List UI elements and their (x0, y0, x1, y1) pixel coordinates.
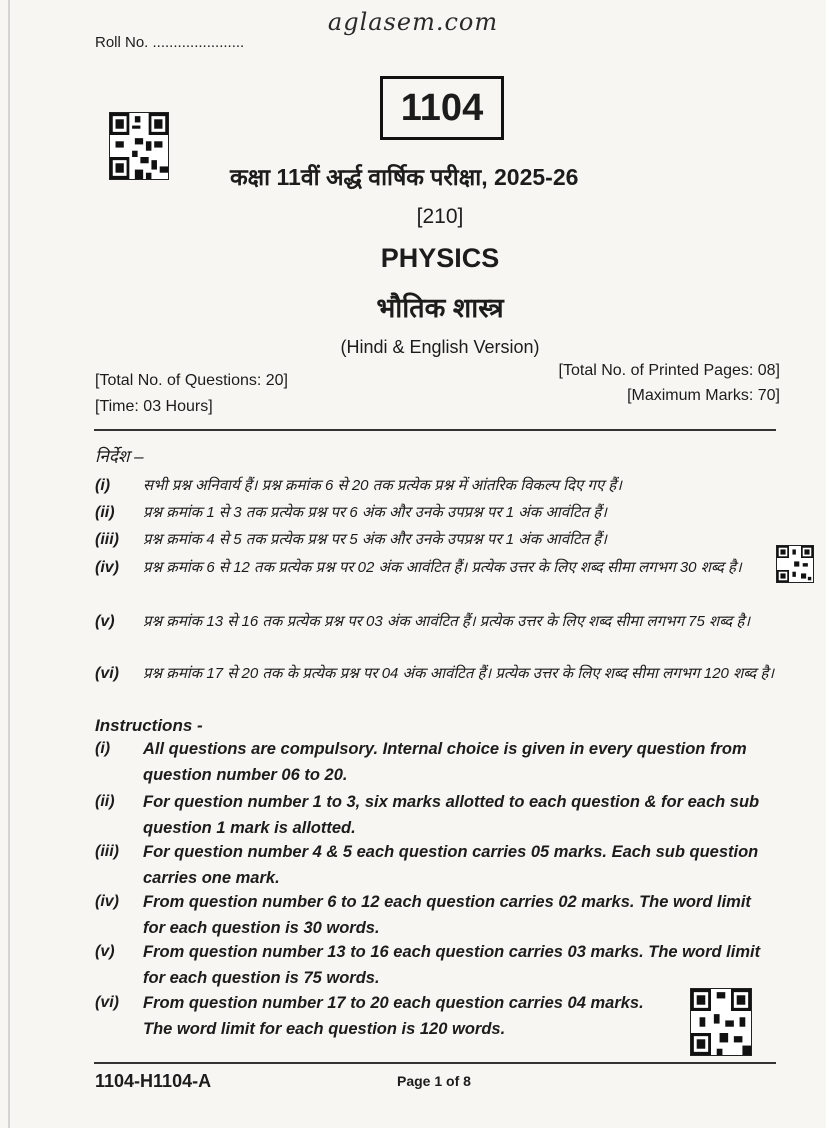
item-number: (iv) (95, 893, 119, 910)
item-text: प्रश्न क्रमांक 13 से 16 तक प्रत्येक प्रश्न पर 03 अंक आवंटित हैं। प्रत्येक उत्तर के लिए शब्द सीमा लगभग 75 शब्द है। (143, 613, 751, 630)
item-number: (iii) (95, 531, 119, 548)
footer-code: 1104-H1104-A (95, 1071, 212, 1091)
item-text: For question number 1 to 3, six marks allotted to each question & for each sub question 1 mark is allotted. (143, 793, 760, 837)
qr-code-icon (776, 545, 814, 583)
exam-title: कक्षा 11वीं अर्द्ध वार्षिक परीक्षा, 2025-26 (230, 164, 579, 190)
subject-title: PHYSICS (380, 243, 500, 273)
item-text: All questions are compulsory. Internal choice is given in every question from question number 06 to 20. (143, 740, 747, 784)
item-number: (vi) (95, 665, 119, 682)
qr-code-icon (109, 112, 169, 180)
item-number: (i) (95, 477, 111, 494)
qr-code-icon (690, 988, 752, 1056)
item-text: प्रश्न क्रमांक 6 से 12 तक प्रत्येक प्रश्न पर 02 अंक आवंटित हैं। प्रत्येक उत्तर के लिए शब्द सीमा लगभग 30 शब्द है। (143, 559, 742, 576)
item-number: (v) (95, 943, 115, 960)
item-number: (v) (95, 613, 115, 630)
item-number: (iv) (95, 559, 119, 576)
subject-title-hindi: भौतिक शास्त्र (376, 293, 504, 323)
version-note: (Hindi & English Version) (340, 337, 540, 357)
page-edge-shadow (8, 0, 10, 1128)
item-text: From question number 13 to 16 each question carries 03 marks. The word limit for each question is 75 words. (143, 943, 761, 987)
printed-pages: [Total No. of Printed Pages: 08] (558, 362, 780, 379)
item-text: प्रश्न क्रमांक 1 से 3 तक प्रत्येक प्रश्न पर 6 अंक और उनके उपप्रश्न पर 1 अंक आवंटित हैं। (143, 504, 607, 521)
item-number: (iii) (95, 843, 119, 860)
divider (94, 429, 776, 431)
item-text: प्रश्न क्रमांक 17 से 20 तक के प्रत्येक प्रश्न पर 04 अंक आवंटित हैं। प्रत्येक उत्तर के लिए शब्द सीमा लगभग 120 शब्द है। (143, 665, 775, 682)
watermark: aglasem.com (327, 8, 499, 36)
footer-divider (94, 1062, 776, 1064)
maximum-marks: [Maximum Marks: 70] (627, 387, 780, 404)
item-number: (ii) (95, 504, 115, 521)
item-text: प्रश्न क्रमांक 4 से 5 तक प्रत्येक प्रश्न पर 5 अंक और उनके उपप्रश्न पर 1 अंक आवंटित हैं। (143, 531, 607, 548)
page-number: Page 1 of 8 (397, 1073, 471, 1089)
item-number: (ii) (95, 793, 115, 810)
subject-code: [210] (416, 205, 464, 228)
item-text: From question number 6 to 12 each question carries 02 marks. The word limit for each question is 30 words. (143, 893, 751, 937)
item-text: For question number 4 & 5 each question carries 05 marks. Each sub question carries one mark. (143, 843, 759, 887)
item-number: (vi) (95, 994, 119, 1011)
time-limit: [Time: 03 Hours] (95, 398, 213, 415)
english-instructions-heading: Instructions - (95, 716, 203, 735)
item-text: सभी प्रश्न अनिवार्य हैं। प्रश्न क्रमांक 6 से 20 तक प्रत्येक प्रश्न में आंतरिक विकल्प दिए गए हैं। (143, 477, 622, 494)
roll-number-label: Roll No. ...................... (95, 34, 245, 51)
item-text: From question number 17 to 20 each question carries 04 marks. The word limit for each question is 120 words. (143, 994, 644, 1038)
paper-code-box: 1104 (380, 76, 504, 140)
item-number: (i) (95, 740, 111, 757)
total-questions: [Total No. of Questions: 20] (95, 372, 288, 389)
hindi-instructions-heading: निर्देश – (95, 447, 144, 466)
